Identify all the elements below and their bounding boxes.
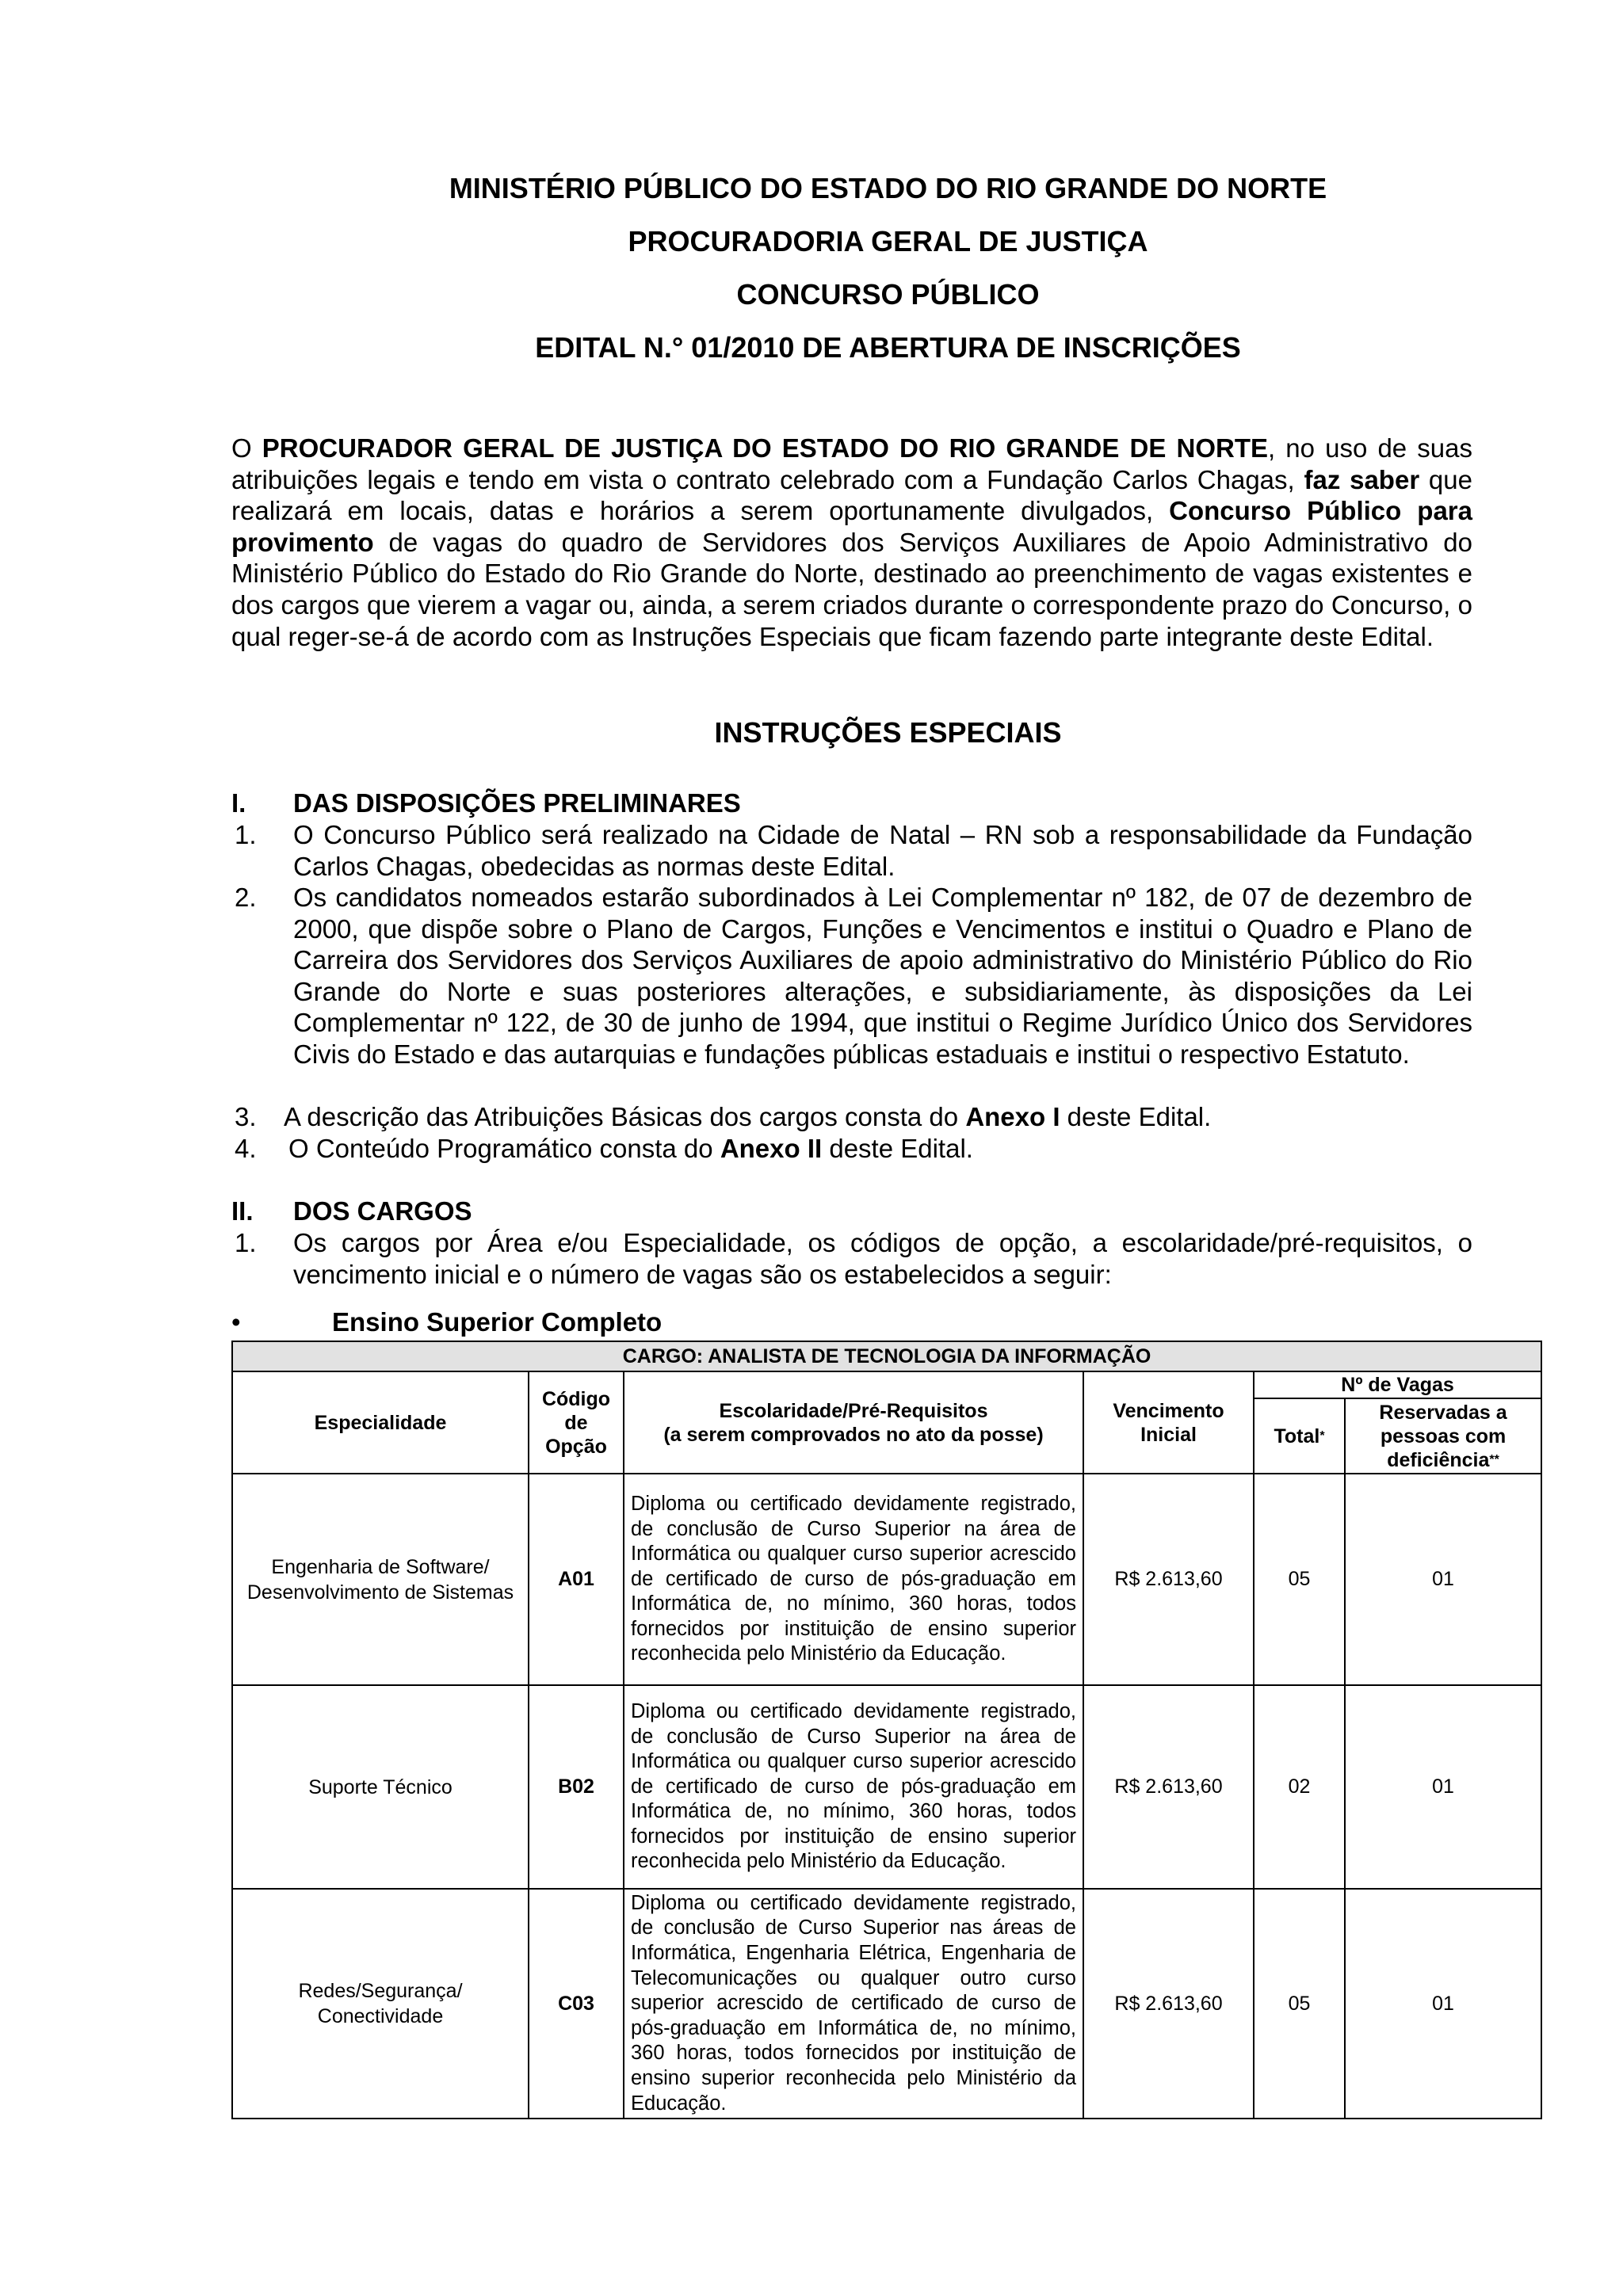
header-procuradoria: PROCURADORIA GERAL DE JUSTIÇA: [628, 225, 1148, 257]
table-row: [232, 1889, 1541, 2119]
row-vencimento: R$ 2.613,60: [1083, 1474, 1254, 1685]
table-header-row: [232, 1371, 1541, 1398]
row-codigo: A01: [529, 1474, 624, 1685]
header-institution: MINISTÉRIO PÚBLICO DO ESTADO DO RIO GRANDE DO NORTE: [449, 172, 1327, 204]
intro-paragraph: O PROCURADOR GERAL DE JUSTIÇA DO ESTADO DO RIO GRANDE DE NORTE, no uso de suas atribuições legais e tendo em vista o contrato celebrado com a Fundação Carlos Chagas, faz saber que realizará em locais, datas e horários a serem oportunamente divulgados, Concurso Público para provimento de vagas do quadro de Servidores dos Serviços Auxiliares de Apoio Administrativo do Ministério Público do Estado do Rio Grande do Norte, destinado ao preenchimento de vagas existentes e dos cargos que vierem a vagar ou, ainda, a serem criados durante o correspondente prazo do Concurso, o qual reger-se-á de acordo com as Instruções Especiais que ficam fazendo parte integrante deste Edital.: [231, 433, 1472, 651]
col-vagas: Nº de Vagas: [1254, 1371, 1541, 1398]
reservadas-footnote-mark: **: [1489, 1452, 1499, 1466]
cargo-title: CARGO: ANALISTA DE TECNOLOGIA DA INFORMAÇÃO: [232, 1341, 1541, 1371]
section-2-item-1: 1. Os cargos por Área e/ou Especialidade, os códigos de opção, a escolaridade/pré-requisitos, o vencimento inicial e o número de vagas são os estabelecidos a seguir:: [235, 1228, 1472, 1289]
row-codigo: C03: [529, 1889, 624, 2119]
table-row: [232, 1685, 1541, 1889]
table-cargo-row: [232, 1341, 1541, 1371]
total-footnote-mark: *: [1319, 1428, 1325, 1443]
row-total: 05: [1254, 1889, 1345, 2119]
row-vencimento: R$ 2.613,60: [1083, 1685, 1254, 1889]
row-codigo: B02: [529, 1685, 624, 1889]
col-especialidade: Especialidade: [232, 1371, 529, 1474]
section-1-item-2: 2. Os candidatos nomeados estarão subordinados à Lei Complementar nº 182, de 07 de dezembro de 2000, que dispõe sobre o Plano de Cargos, Funções e Vencimentos e institui o Quadro e Plano de Carreira dos Servidores dos Serviços Auxiliares de apoio administrativo do Ministério Público do Rio Grande do Norte e suas posteriores alterações, e subsidiariamente, às disposições da Lei Complementar nº 122, de 30 de junho de 1994, que institui o Regime Jurídico Único dos Servidores Civis do Estado e das autarquias e fundações públicas estaduais e institui o respectivo Estatuto.: [235, 883, 1472, 1069]
col-total: Total*: [1254, 1398, 1345, 1474]
section-1-item-4: 4. O Conteúdo Programático consta do Anexo II deste Edital.: [235, 1134, 973, 1163]
col-codigo: Código de Opção: [529, 1371, 624, 1474]
row-total: 02: [1254, 1685, 1345, 1889]
col-vencimento: Vencimento Inicial: [1083, 1371, 1254, 1474]
row-escolaridade: Diploma ou certificado devidamente registrado, de conclusão de Curso Superior na área de Informática ou qualquer curso superior acrescido de certificado de curso de pós-graduação em Informática de, no mínimo, 360 horas, todos fornecidos por instituição de ensino superior reconhecida pelo Ministério da Educação.: [624, 1474, 1083, 1685]
section-1-item-3: 3. A descrição das Atribuições Básicas dos cargos consta do Anexo I deste Edital.: [235, 1102, 1212, 1131]
row-reservadas: 01: [1345, 1685, 1541, 1889]
header-concurso: CONCURSO PÚBLICO: [736, 278, 1040, 311]
row-escolaridade: Diploma ou certificado devidamente registrado, de conclusão de Curso Superior nas áreas de Informática, Engenharia Elétrica, Engenharia de Telecomunicações ou qualquer outro curso superior acrescido de certificado de curso de pós-graduação em Informática de, no mínimo, 360 horas, todos fornecidos por instituição de ensino superior reconhecida pelo Ministério da Educação.: [624, 1889, 1083, 2119]
row-escolaridade: Diploma ou certificado devidamente registrado, de conclusão de Curso Superior na área de Informática ou qualquer curso superior acrescido de certificado de curso de pós-graduação em Informática de, no mínimo, 360 horas, todos fornecidos por instituição de ensino superior reconhecida pelo Ministério da Educação.: [624, 1685, 1083, 1889]
row-reservadas: 01: [1345, 1474, 1541, 1685]
header-edital: EDITAL N.° 01/2010 DE ABERTURA DE INSCRIÇÕES: [535, 331, 1241, 364]
section-1-item-1: 1. O Concurso Público será realizado na Cidade de Natal – RN sob a responsabilidade da Fundação Carlos Chagas, obedecidas as normas deste Edital.: [235, 820, 1472, 881]
table-row: [232, 1474, 1541, 1685]
col-escolaridade: Escolaridade/Pré-Requisitos (a serem comprovados no ato da posse): [624, 1371, 1083, 1474]
row-total: 05: [1254, 1474, 1345, 1685]
vagas-table: [231, 1341, 1542, 2119]
col-reservadas: Reservadas a pessoas com deficiência**: [1345, 1398, 1541, 1474]
row-especialidade: Suporte Técnico: [232, 1685, 529, 1889]
row-especialidade: Redes/Segurança/ Conectividade: [232, 1889, 529, 2119]
row-reservadas: 01: [1345, 1889, 1541, 2119]
row-especialidade: Engenharia de Software/ Desenvolvimento de Sistemas: [232, 1474, 529, 1685]
instructions-title: INSTRUÇÕES ESPECIAIS: [714, 716, 1062, 749]
row-vencimento: R$ 2.613,60: [1083, 1889, 1254, 2119]
